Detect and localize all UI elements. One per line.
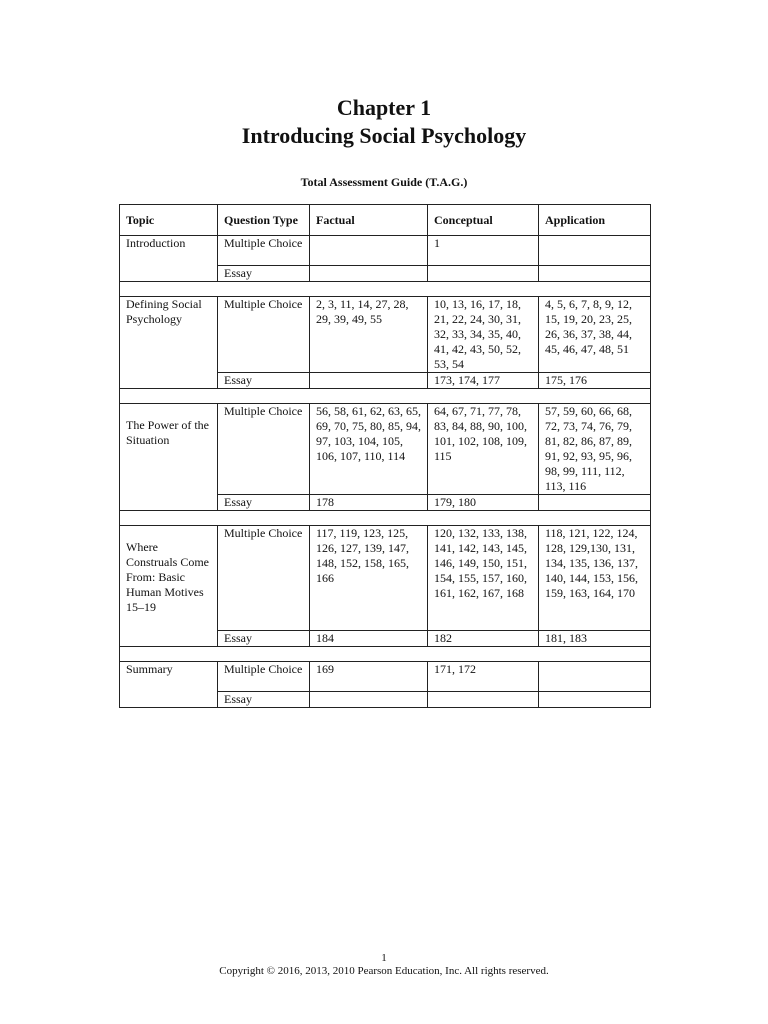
table-row [120, 662, 651, 692]
factual-cell [310, 692, 428, 708]
question-type-cell: Multiple Choice [218, 526, 310, 631]
application-cell [539, 662, 651, 692]
application-cell [539, 495, 651, 511]
factual-cell: 184 [310, 631, 428, 647]
factual-cell: 2, 3, 11, 14, 27, 28, 29, 39, 49, 55 [310, 297, 428, 373]
question-type-cell: Multiple Choice [218, 236, 310, 266]
conceptual-cell: 10, 13, 16, 17, 18, 21, 22, 24, 30, 31, 32, 33, 34, 35, 40, 41, 42, 43, 50, 52, 53, 54 [428, 297, 539, 373]
table-row [120, 526, 651, 631]
chapter-title: Chapter 1 [336, 95, 432, 120]
conceptual-cell: 179, 180 [428, 495, 539, 511]
header-factual: Factual [310, 205, 428, 236]
application-cell [539, 692, 651, 708]
title-block [0, 94, 768, 150]
application-cell: 118, 121, 122, 124, 128, 129,130, 131, 134, 135, 136, 137, 140, 144, 153, 156, 159, 163, 164, 170 [539, 526, 651, 631]
header-question-type: Question Type [218, 205, 310, 236]
table-row [120, 404, 651, 495]
conceptual-cell: 1 [428, 236, 539, 266]
conceptual-cell: 171, 172 [428, 662, 539, 692]
factual-cell: 169 [310, 662, 428, 692]
factual-cell: 117, 119, 123, 125, 126, 127, 139, 147, 148, 152, 158, 165, 166 [310, 526, 428, 631]
application-cell [539, 236, 651, 266]
factual-cell: 178 [310, 495, 428, 511]
copyright-notice: Copyright © 2016, 2013, 2010 Pearson Education, Inc. All rights reserved. [219, 965, 549, 977]
question-type-cell: Essay [218, 631, 310, 647]
table-row [120, 297, 651, 373]
spacer-row [120, 647, 651, 662]
question-type-cell: Multiple Choice [218, 662, 310, 692]
spacer-row [120, 389, 651, 404]
factual-cell [310, 373, 428, 389]
table-header-row [120, 205, 651, 236]
topic-where-construals-come-from: Where Construals Come From: Basic Human Motives 15–19 [120, 526, 218, 647]
application-cell [539, 266, 651, 282]
conceptual-cell [428, 692, 539, 708]
assessment-guide-title: Total Assessment Guide (T.A.G.) [300, 175, 468, 189]
question-type-cell: Essay [218, 692, 310, 708]
question-type-cell: Multiple Choice [218, 297, 310, 373]
table-row [120, 236, 651, 266]
header-conceptual: Conceptual [428, 205, 539, 236]
conceptual-cell: 120, 132, 133, 138, 141, 142, 143, 145, 146, 149, 150, 151, 154, 155, 157, 160, 161, 162, 167, 168 [428, 526, 539, 631]
factual-cell [310, 236, 428, 266]
application-cell: 4, 5, 6, 7, 8, 9, 12, 15, 19, 20, 23, 25, 26, 36, 37, 38, 44, 45, 46, 47, 48, 51 [539, 297, 651, 373]
application-cell: 175, 176 [539, 373, 651, 389]
factual-cell: 56, 58, 61, 62, 63, 65, 69, 70, 75, 80, 85, 94, 97, 103, 104, 105, 106, 107, 110, 114 [310, 404, 428, 495]
page-number: 1 [381, 952, 387, 964]
question-type-cell: Multiple Choice [218, 404, 310, 495]
header-application: Application [539, 205, 651, 236]
conceptual-cell: 64, 67, 71, 77, 78, 83, 84, 88, 90, 100, 101, 102, 108, 109, 115 [428, 404, 539, 495]
conceptual-cell: 182 [428, 631, 539, 647]
question-type-cell: Essay [218, 373, 310, 389]
page-footer [0, 952, 768, 978]
question-type-cell: Essay [218, 266, 310, 282]
spacer-row [120, 511, 651, 526]
topic-power-of-situation: The Power of the Situation [120, 404, 218, 511]
conceptual-cell: 173, 174, 177 [428, 373, 539, 389]
chapter-subtitle: Introducing Social Psychology [241, 123, 527, 148]
topic-defining-social-psychology: Defining Social Psychology [120, 297, 218, 389]
topic-introduction: Introduction [120, 236, 218, 282]
application-cell: 57, 59, 60, 66, 68, 72, 73, 74, 76, 79, 81, 82, 86, 87, 89, 91, 92, 93, 95, 96, 98, 99, 111, 112, 113, 116 [539, 404, 651, 495]
topic-summary: Summary [120, 662, 218, 708]
assessment-table [119, 204, 651, 708]
factual-cell [310, 266, 428, 282]
conceptual-cell [428, 266, 539, 282]
question-type-cell: Essay [218, 495, 310, 511]
application-cell: 181, 183 [539, 631, 651, 647]
spacer-row [120, 282, 651, 297]
header-topic: Topic [120, 205, 218, 236]
